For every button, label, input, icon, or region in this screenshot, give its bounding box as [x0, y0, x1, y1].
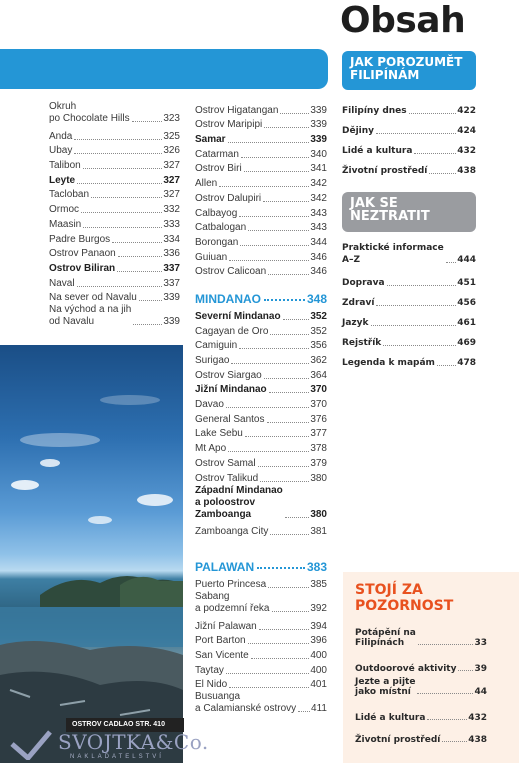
cover-photo — [0, 345, 183, 763]
toc-entry[interactable] — [49, 216, 180, 231]
leader-dots — [245, 436, 309, 437]
toc-entry-label: El Nido — [195, 679, 228, 691]
leader-dots — [371, 325, 457, 326]
toc-entry-page: 411 — [311, 703, 327, 715]
toc-entry-label: Borongan — [195, 236, 239, 248]
toc-entry-label: Jižní Palawan — [195, 620, 257, 632]
toc-entry[interactable] — [195, 220, 327, 235]
toc-entry[interactable] — [195, 426, 327, 441]
toc-entry-page: 377 — [310, 428, 327, 440]
toc-entry-page: 356 — [310, 340, 327, 352]
toc-entry-page: 327 — [163, 174, 180, 186]
toc-entry[interactable] — [195, 352, 327, 367]
toc-entry[interactable] — [49, 187, 180, 202]
toc-entry-label: Guiuan — [195, 251, 228, 263]
toc-entry-label: Outdoorové aktivity — [355, 664, 457, 674]
toc-entry[interactable] — [195, 382, 327, 397]
toc-entry[interactable] — [342, 117, 476, 137]
leader-dots — [298, 711, 310, 712]
toc-entry-page: 344 — [310, 236, 327, 248]
toc-entry[interactable] — [195, 205, 327, 220]
toc-entry-page: 370 — [310, 384, 327, 396]
toc-column-3a — [342, 97, 476, 177]
toc-entry[interactable] — [195, 323, 327, 338]
toc-entry-page: 346 — [310, 266, 327, 278]
toc-entry-page: 400 — [310, 649, 327, 661]
toc-entry-label: Ostrov Biliran — [49, 262, 116, 274]
leader-dots — [248, 643, 310, 644]
toc-entry[interactable] — [195, 485, 327, 524]
toc-entry-page: 327 — [163, 160, 180, 172]
toc-entry-label: Surigao — [195, 355, 230, 366]
toc-entry-label: Ostrov Panaon — [49, 248, 116, 260]
toc-entry-page: 380 — [310, 508, 327, 520]
toc-entry-label: Na sever od Navalu — [49, 292, 137, 304]
toc-entry-label: Ostrov Maripipi — [195, 119, 263, 131]
leader-dots — [117, 271, 162, 272]
leader-dots — [77, 183, 162, 184]
highlights-list — [355, 625, 487, 745]
toc-entry-page: 392 — [310, 602, 327, 614]
toc-entry[interactable] — [49, 128, 180, 143]
leader-dots — [239, 216, 309, 217]
leader-dots — [229, 687, 309, 688]
toc-entry[interactable] — [195, 146, 327, 161]
toc-entry[interactable] — [49, 157, 180, 172]
leader-dots — [226, 407, 309, 408]
toc-entry-label: Na východ a na jih od Navalu — [49, 304, 132, 328]
toc-entry-label: Lidé a kultura — [355, 713, 426, 723]
toc-entry-label: Talibon — [49, 160, 81, 172]
toc-entry-label: Jezte a pijte jako místní — [355, 677, 416, 697]
leader-dots — [270, 334, 309, 335]
toc-entry[interactable] — [342, 242, 476, 269]
toc-entry-page: 385 — [310, 578, 327, 590]
leader-dots — [132, 121, 163, 122]
toc-entry-label: Mt Apo — [195, 443, 227, 455]
section-block-jak-porozumet[interactable] — [342, 51, 476, 90]
toc-entry-page: 380 — [310, 472, 327, 484]
section-block-jak-se-neztratit[interactable] — [342, 192, 476, 232]
toc-entry-page: 438 — [457, 166, 476, 176]
toc-entry-page: 336 — [163, 248, 180, 260]
leader-dots — [414, 153, 456, 154]
toc-entry[interactable] — [342, 289, 476, 309]
toc-entry[interactable] — [342, 309, 476, 329]
leader-dots — [112, 242, 162, 243]
section-heading-palawan[interactable]: PALAWAN 383 — [195, 560, 327, 575]
toc-entry-label: Okruh po Chocolate Hills — [49, 101, 130, 124]
leader-dots — [260, 481, 309, 482]
toc-entry-page: 381 — [310, 526, 327, 538]
toc-entry-page: 339 — [310, 104, 327, 116]
leader-dots — [248, 230, 309, 231]
toc-entry[interactable] — [342, 137, 476, 157]
toc-entry-page: 370 — [310, 399, 327, 411]
toc-entry-page: 333 — [163, 218, 180, 230]
publisher-logo — [8, 730, 209, 763]
toc-entry-page: 432 — [468, 713, 487, 723]
toc-entry-page: 332 — [163, 204, 180, 216]
toc-entry[interactable] — [342, 97, 476, 117]
toc-entry[interactable] — [355, 674, 487, 701]
toc-entry[interactable] — [355, 723, 487, 745]
leader-dots — [376, 133, 456, 134]
toc-entry-page: 339 — [163, 316, 180, 328]
toc-entry-label: Maasin — [49, 218, 82, 230]
toc-entry[interactable] — [342, 269, 476, 289]
toc-entry-page: 432 — [457, 146, 476, 156]
toc-entry[interactable] — [342, 329, 476, 349]
toc-entry-page: 339 — [310, 119, 327, 131]
toc-entry-label: Jižní Mindanao — [195, 384, 267, 396]
leader-dots — [268, 587, 309, 588]
toc-entry[interactable] — [49, 101, 180, 128]
toc-entry-page: 342 — [310, 192, 327, 204]
toc-entry[interactable] — [195, 618, 327, 633]
publisher-logo-icon — [8, 730, 52, 760]
toc-entry[interactable] — [49, 260, 180, 275]
toc-entry-label: Ormoc — [49, 204, 79, 216]
leader-dots — [446, 262, 456, 263]
toc-entry[interactable] — [195, 264, 327, 279]
toc-entry-page: 438 — [468, 735, 487, 745]
leader-dots — [83, 227, 162, 228]
toc-entry-label: Puerto Princesa — [195, 578, 267, 590]
section-heading-mindanao[interactable]: MINDANAO 348 — [195, 292, 327, 307]
leader-dots — [270, 534, 309, 535]
toc-entry-label: Catbalogan — [195, 222, 247, 234]
leader-dots — [409, 113, 457, 114]
leader-dots — [437, 365, 456, 366]
toc-entry[interactable] — [195, 647, 327, 662]
toc-entry-label: Ostrov Siargao — [195, 369, 262, 381]
toc-entry[interactable] — [195, 175, 327, 190]
toc-entry-page: 342 — [310, 178, 327, 190]
toc-entry-page: 376 — [310, 413, 327, 425]
toc-entry-label: Port Barton — [195, 635, 246, 647]
publisher-subtitle: NAKLADATELSTVÍ — [70, 754, 164, 760]
toc-entry[interactable] — [342, 349, 476, 369]
toc-entry-page: 44 — [474, 687, 487, 697]
toc-entry[interactable] — [195, 131, 327, 146]
leader-dots — [251, 658, 310, 659]
leader-dots — [429, 173, 456, 174]
toc-entry-page: 343 — [310, 207, 327, 219]
leader-dots — [231, 363, 309, 364]
toc-entry-page: 394 — [310, 620, 327, 632]
leader-dots — [264, 127, 309, 128]
leader-dots — [269, 392, 310, 393]
toc-entry[interactable] — [49, 201, 180, 216]
leader-dots — [219, 186, 309, 187]
block-title: JAK SE NEZTRATIT — [350, 196, 430, 224]
toc-entry[interactable] — [355, 652, 487, 674]
leader-dots — [241, 157, 309, 158]
page-title: Obsah — [340, 0, 466, 41]
highlights-title: STOJÍ ZA POZORNOST — [355, 582, 454, 614]
leader-dots — [383, 345, 456, 346]
toc-entry-label: Davao — [195, 399, 224, 411]
toc-entry-page: 444 — [457, 255, 476, 265]
toc-entry[interactable] — [195, 117, 327, 132]
toc-entry-label: General Santos — [195, 413, 265, 425]
toc-entry-page: 346 — [310, 251, 327, 263]
toc-entry-label: Anda — [49, 130, 73, 142]
toc-entry-label: Životní prostředí — [355, 735, 441, 745]
leader-dots — [283, 319, 310, 320]
block-title: JAK POROZUMĚT FILIPÍNÁM — [350, 55, 463, 82]
toc-entry-label: Ostrov Samal — [195, 457, 256, 469]
toc-entry-page: 478 — [457, 358, 476, 368]
toc-entry[interactable] — [195, 234, 327, 249]
toc-entry[interactable] — [49, 246, 180, 261]
toc-entry-page: 340 — [310, 148, 327, 160]
toc-entry[interactable] — [49, 143, 180, 158]
toc-column-3b — [342, 242, 476, 369]
toc-entry-page: 456 — [457, 298, 476, 308]
toc-entry[interactable] — [49, 304, 180, 331]
leader-dots — [74, 153, 162, 154]
toc-entry[interactable] — [195, 190, 327, 205]
toc-entry-label: Naval — [49, 277, 75, 289]
leader-dots — [272, 611, 310, 612]
toc-entry-label: Zamboanga City — [195, 526, 269, 538]
toc-entry[interactable] — [195, 691, 327, 718]
toc-entry-page: 451 — [457, 278, 476, 288]
leader-dots — [285, 517, 310, 518]
leader-dots — [244, 171, 310, 172]
toc-entry-page: 337 — [163, 277, 180, 289]
toc-entry-page: 352 — [310, 325, 327, 337]
toc-entry[interactable] — [195, 308, 327, 323]
toc-entry[interactable] — [355, 625, 487, 652]
toc-entry-page: 325 — [163, 130, 180, 142]
leader-dots — [229, 260, 309, 261]
leader-dots — [77, 286, 163, 287]
leader-dots — [418, 644, 474, 645]
toc-entry[interactable] — [195, 662, 327, 677]
toc-entry-label: Ostrov Calicoan — [195, 266, 267, 278]
leader-dots — [427, 719, 467, 720]
leader-dots — [228, 451, 309, 452]
toc-entry-page: 364 — [310, 369, 327, 381]
toc-entry-label: Camiguin — [195, 340, 238, 352]
toc-entry-page: 343 — [310, 222, 327, 234]
toc-entry-page: 327 — [163, 189, 180, 201]
toc-entry[interactable] — [195, 470, 327, 485]
toc-entry-page: 339 — [163, 292, 180, 304]
toc-entry-page: 39 — [474, 664, 487, 674]
leader-dots — [239, 348, 309, 349]
leader-dots — [267, 422, 310, 423]
toc-entry[interactable] — [195, 455, 327, 470]
toc-entry-page: 422 — [457, 106, 476, 116]
leader-dots — [133, 324, 162, 325]
leader-dots — [74, 139, 162, 140]
leader-dots — [83, 168, 163, 169]
island-landscape-image — [0, 345, 183, 763]
toc-entry[interactable] — [49, 290, 180, 305]
toc-entry-label: Jazyk — [342, 318, 369, 328]
leader-dots — [259, 629, 310, 630]
toc-entry-label: San Vicente — [195, 649, 249, 661]
highlights-box — [343, 572, 519, 763]
leader-dots — [240, 245, 309, 246]
toc-entry-page: 379 — [310, 457, 327, 469]
toc-entry-label: Životní prostředí — [342, 166, 428, 176]
photo-caption: OSTROV CADLAO STR. 410 — [66, 718, 184, 732]
toc-entry-label: Taytay — [195, 664, 224, 676]
toc-entry[interactable] — [195, 677, 327, 692]
toc-entry[interactable] — [195, 440, 327, 455]
leader-dots — [91, 197, 162, 198]
toc-column-1 — [49, 101, 180, 331]
toc-entry-label: Padre Burgos — [49, 233, 111, 245]
publisher-name: SVOJTKA&Co. — [58, 730, 209, 754]
leader-dots — [263, 201, 309, 202]
toc-entry[interactable] — [195, 396, 327, 411]
toc-entry-label: Samar — [195, 134, 226, 146]
toc-entry-label: Ostrov Biri — [195, 163, 242, 175]
leader-dots — [139, 300, 162, 301]
toc-entry-label: Busuanga a Calamianské ostrovy — [195, 691, 297, 715]
toc-entry-page: 469 — [457, 338, 476, 348]
toc-entry-page: 401 — [310, 679, 327, 691]
toc-entry-page: 33 — [474, 638, 487, 648]
toc-entry-label: Catarman — [195, 148, 239, 160]
leader-dots — [442, 741, 467, 742]
toc-entry-page: 341 — [310, 163, 327, 175]
toc-entry[interactable] — [195, 524, 327, 539]
toc-entry[interactable] — [195, 249, 327, 264]
toc-entry-page: 337 — [163, 262, 180, 274]
leader-dots — [458, 670, 473, 671]
toc-entry[interactable] — [195, 102, 327, 117]
leader-dots — [264, 378, 310, 379]
toc-entry-page: 396 — [310, 635, 327, 647]
toc-column-2 — [195, 102, 327, 718]
toc-entry-label: Allen — [195, 178, 218, 190]
leader-dots — [417, 693, 473, 694]
toc-entry[interactable] — [195, 633, 327, 648]
toc-entry-label: Severní Mindanao — [195, 310, 281, 322]
leader-dots — [280, 113, 309, 114]
leader-dots — [81, 212, 162, 213]
leader-dots — [376, 305, 456, 306]
toc-entry-page: 339 — [310, 134, 327, 146]
leader-dots — [268, 274, 309, 275]
toc-entry-page: 326 — [163, 145, 180, 157]
toc-entry[interactable] — [195, 411, 327, 426]
toc-entry-label: Cagayan de Oro — [195, 325, 269, 337]
toc-entry[interactable] — [195, 591, 327, 618]
toc-entry[interactable] — [195, 576, 327, 591]
toc-entry-label: Zdraví — [342, 298, 375, 308]
toc-entry[interactable] — [195, 161, 327, 176]
toc-entry-label: Ostrov Dalupiri — [195, 192, 262, 204]
toc-entry-label: Ubay — [49, 145, 73, 157]
leader-dots — [258, 466, 310, 467]
toc-entry-label: Legenda k mapám — [342, 358, 435, 368]
toc-entry-label: Doprava — [342, 278, 385, 288]
toc-entry-page: 352 — [310, 310, 327, 322]
toc-entry-label: Západní Mindanao a poloostrov Zamboanga — [195, 484, 283, 520]
toc-entry[interactable] — [342, 157, 476, 177]
toc-entry-label: Leyte — [49, 174, 76, 186]
toc-entry-label: Potápění na Filipínách — [355, 628, 416, 648]
toc-entry-label: Praktické informace A–Z — [342, 243, 444, 265]
toc-entry-label: Ostrov Higatangan — [195, 104, 279, 116]
toc-entry[interactable] — [195, 367, 327, 382]
toc-entry-label: Ostrov Talikud — [195, 472, 259, 484]
toc-entry-label: Dějiny — [342, 126, 375, 136]
toc-entry-page: 362 — [310, 355, 327, 366]
toc-entry-label: Calbayog — [195, 207, 238, 219]
toc-entry[interactable] — [49, 231, 180, 246]
toc-entry-page: 461 — [457, 318, 476, 328]
toc-entry-label: Tacloban — [49, 189, 90, 201]
toc-entry-label: Filipíny dnes — [342, 106, 407, 116]
leader-dots — [226, 673, 309, 674]
toc-entry-page: 323 — [163, 113, 180, 124]
toc-entry-label: Rejstřík — [342, 338, 382, 348]
toc-entry-page: 400 — [310, 664, 327, 676]
leader-dots — [228, 142, 310, 143]
toc-entry[interactable] — [49, 172, 180, 187]
toc-entry-label: Lidé a kultura — [342, 146, 413, 156]
leader-dots — [118, 256, 163, 257]
section-banner — [0, 49, 328, 89]
toc-entry[interactable] — [49, 275, 180, 290]
toc-entry-page: 334 — [163, 233, 180, 245]
toc-entry[interactable] — [195, 338, 327, 353]
toc-entry-label: Sabang a podzemní řeka — [195, 590, 270, 614]
toc-entry-page: 424 — [457, 126, 476, 136]
toc-entry-page: 378 — [310, 443, 327, 455]
toc-entry-label: Lake Sebu — [195, 428, 243, 440]
toc-entry[interactable] — [355, 701, 487, 723]
leader-dots — [387, 285, 457, 286]
